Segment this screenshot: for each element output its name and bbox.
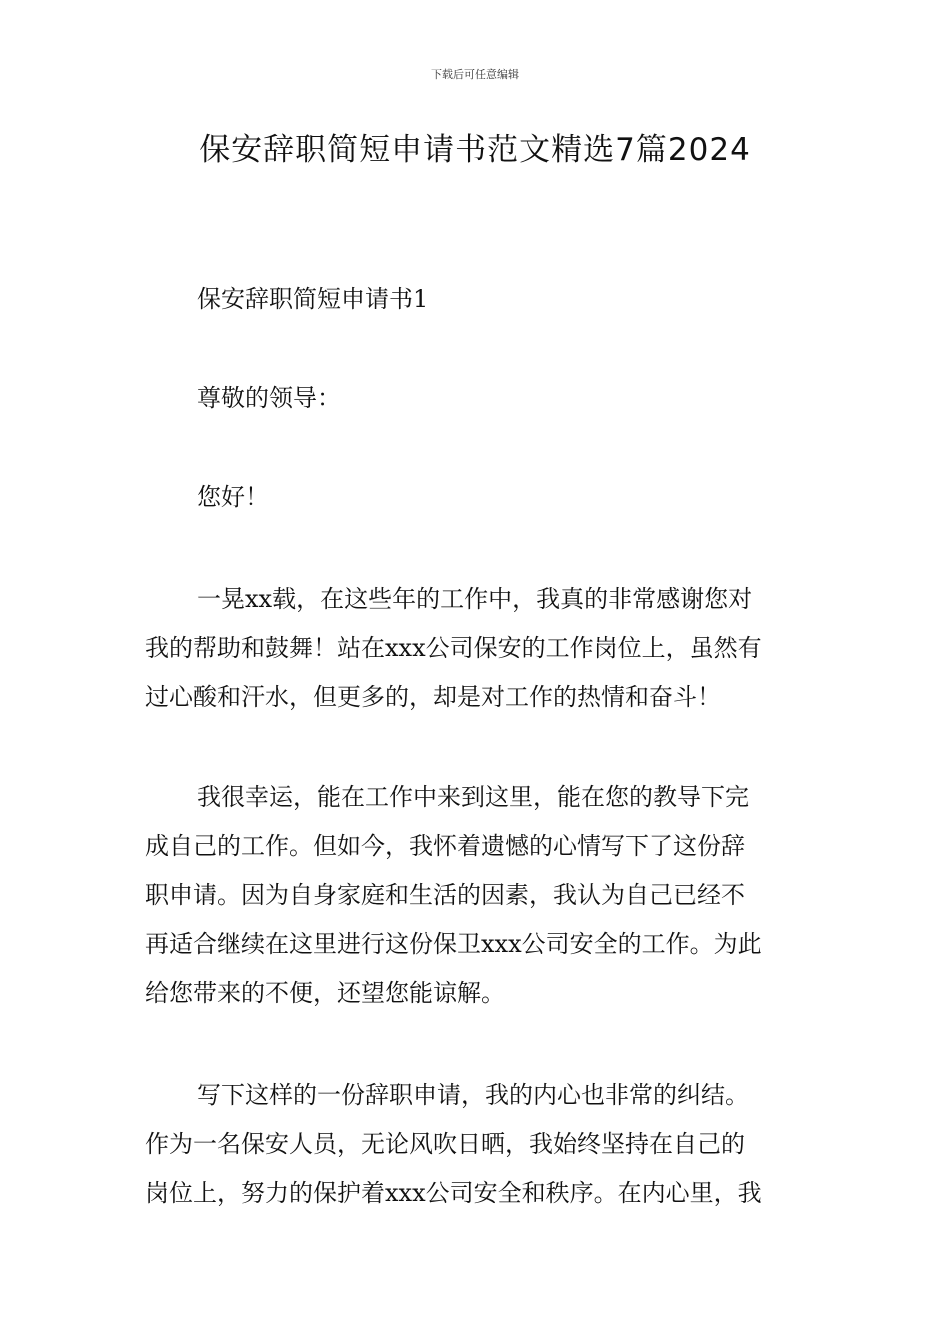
paragraph-line: 写下这样的一份辞职申请，我的内心也非常的纠结。	[197, 1081, 749, 1109]
section-heading-text: 保安辞职简短申请书1	[197, 285, 429, 313]
paragraph-line: 给您带来的不便，还望您能谅解。	[145, 979, 505, 1007]
salutation	[145, 374, 810, 423]
paragraph-line: 过心酸和汗水，但更多的，却是对工作的热情和奋斗！	[145, 683, 721, 711]
paragraph-2	[145, 773, 810, 1018]
document-title: 保安辞职简短申请书范文精选7篇2024	[199, 132, 751, 168]
greeting	[145, 473, 810, 522]
paragraph-line: 我的帮助和鼓舞！站在xxx公司保安的工作岗位上，虽然有	[145, 634, 762, 662]
paragraph-line: 岗位上，努力的保护着xxx公司安全和秩序。在内心里，我	[145, 1179, 762, 1207]
paragraph-3	[145, 1071, 810, 1218]
salutation-text: 尊敬的领导：	[197, 384, 341, 412]
section-heading	[145, 275, 810, 324]
header-note: 下载后可任意编辑	[431, 68, 519, 81]
greeting-text: 您好！	[197, 483, 269, 511]
paragraph-line: 一晃xx载，在这些年的工作中，我真的非常感谢您对	[197, 585, 753, 613]
paragraph-line: 作为一名保安人员，无论风吹日晒，我始终坚持在自己的	[145, 1130, 745, 1158]
paragraph-line: 成自己的工作。但如今，我怀着遗憾的心情写下了这份辞	[145, 832, 745, 860]
paragraph-line: 再适合继续在这里进行这份保卫xxx公司安全的工作。为此	[145, 930, 762, 958]
paragraph-line: 职申请。因为自身家庭和生活的因素，我认为自己已经不	[145, 881, 745, 909]
paragraph-1	[145, 575, 810, 722]
paragraph-line: 我很幸运，能在工作中来到这里，能在您的教导下完	[197, 783, 749, 811]
